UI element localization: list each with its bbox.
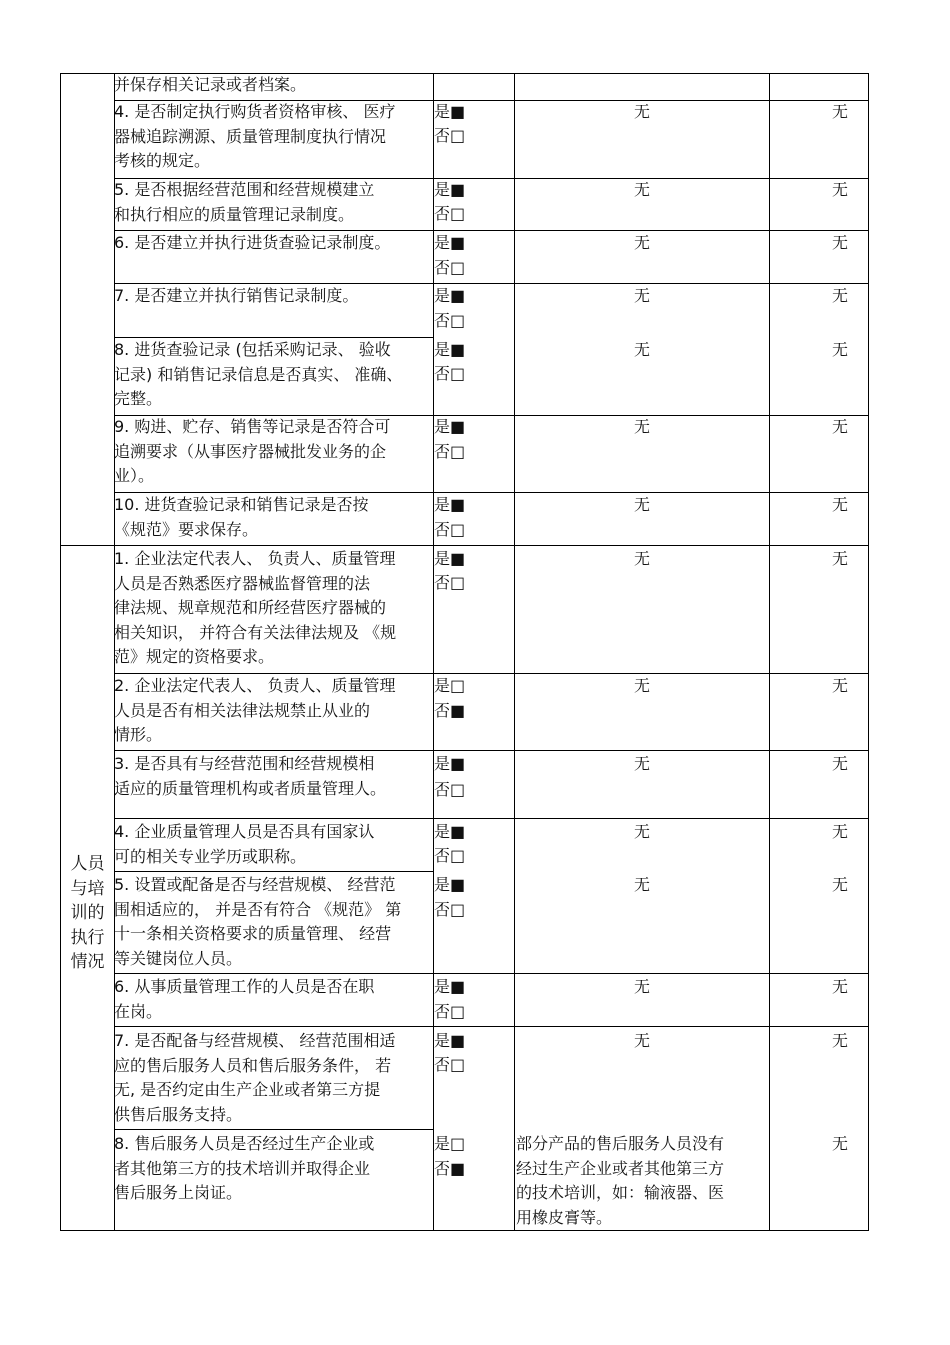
result-cell: 无 [832,875,849,894]
item-text: 7. 是否配备与经营规模、 经营范围相适 应的售后服务人员和售后服务条件， 若 无, 是否约定由生产企业或者第三方提 供售后服务支持。 [114,1031,396,1124]
yes-checkbox[interactable]: 是■ [434,233,466,252]
no-checkbox[interactable]: 否□ [434,846,466,865]
result-cell: 无 [832,754,849,773]
item-text: 1. 企业法定代表人、 负责人、质量管理 人员是否熟悉医疗器械监督管理的法 律法规、规章规范和所经营医疗器械的 相关知识， 并符合有关法律法规及 《规 范》规定的资格要求。 [114,549,397,666]
row-line [114,1026,869,1027]
result-cell: 无 [832,417,849,436]
note-cell: 无 [633,977,650,996]
item-text: 4. 企业质量管理人员是否具有国家认 可的相关专业学历或职称。 [114,822,375,866]
item-text: 7. 是否建立并执行销售记录制度。 [114,286,359,305]
no-checkbox[interactable]: 否□ [434,258,466,277]
item-text: 并保存相关记录或者档案。 [114,75,307,94]
yes-checkbox[interactable]: 是■ [434,549,466,568]
row-line [114,973,869,974]
yes-checkbox[interactable]: 是■ [434,102,466,121]
yes-checkbox[interactable]: 是□ [434,1134,466,1153]
note-cell: 部分产品的售后服务人员没有 经过生产企业或者其他第三方 的技术培训，如：输液器、医 用橡皮膏等。 [516,1134,725,1227]
yes-checkbox[interactable]: 是■ [434,495,466,514]
row-line [114,871,434,872]
col-divider-4 [769,73,770,1231]
item-text: 5. 设置或配备是否与经营规模、 经营范 围相适应的， 并是否有符合 《规范》 第 十一条相关资格要求的质量管理、 经营 等关键岗位人员。 [114,875,402,968]
item-text: 9. 购进、贮存、销售等记录是否符合可 追溯要求（从事医疗器械批发业务的企 业）。 [114,417,391,485]
result-cell: 无 [832,286,849,305]
no-checkbox[interactable]: 否□ [434,1002,466,1021]
yes-checkbox[interactable]: 是■ [434,822,466,841]
result-cell: 无 [832,1134,849,1153]
row-line [114,750,869,751]
no-checkbox[interactable]: 否□ [434,520,466,539]
no-checkbox[interactable]: 否□ [434,1055,466,1074]
no-checkbox[interactable]: 否□ [434,364,466,383]
item-text: 5. 是否根据经营范围和经营规模建立 和执行相应的质量管理记录制度。 [114,180,375,224]
row-line [114,1129,434,1130]
note-cell: 无 [633,875,650,894]
yes-checkbox[interactable]: 是■ [434,180,466,199]
yes-checkbox[interactable]: 是■ [434,417,466,436]
table-border-bottom [60,1230,869,1231]
no-checkbox[interactable]: 否■ [434,1159,466,1178]
item-text: 4. 是否制定执行购货者资格审核、 医疗 器械追踪溯源、质量管理制度执行情况 考核的规定。 [114,102,396,170]
table-border-right [868,73,869,1231]
no-checkbox[interactable]: 否□ [434,126,466,145]
row-line [114,818,869,819]
item-text: 3. 是否具有与经营范围和经营规模相 适应的质量管理机构或者质量管理人。 [114,754,387,798]
item-text: 6. 从事质量管理工作的人员是否在职 在岗。 [114,977,375,1021]
result-cell: 无 [832,549,849,568]
result-cell: 无 [832,233,849,252]
result-cell: 无 [832,495,849,514]
note-cell: 无 [633,102,650,121]
note-cell: 无 [633,340,650,359]
yes-checkbox[interactable]: 是□ [434,676,466,695]
no-checkbox[interactable]: 否□ [434,573,466,592]
yes-checkbox[interactable]: 是■ [434,340,466,359]
table-border-left [60,73,61,1231]
note-cell: 无 [633,233,650,252]
result-cell: 无 [832,1031,849,1050]
yes-checkbox[interactable]: 是■ [434,286,466,305]
section-line [60,545,869,546]
note-cell: 无 [633,417,650,436]
yes-checkbox[interactable]: 是■ [434,977,466,996]
no-checkbox[interactable]: 否■ [434,701,466,720]
note-cell: 无 [633,286,650,305]
no-checkbox[interactable]: 否□ [434,204,466,223]
yes-checkbox[interactable]: 是■ [434,754,466,773]
no-checkbox[interactable]: 否□ [434,311,466,330]
item-text: 8. 售后服务人员是否经过生产企业或 者其他第三方的技术培训并取得企业 售后服务上岗证。 [114,1134,375,1202]
item-text: 10. 进货查验记录和销售记录是否按 《规范》要求保存。 [114,495,369,539]
yes-checkbox[interactable]: 是■ [434,875,466,894]
result-cell: 无 [832,676,849,695]
note-cell: 无 [633,822,650,841]
no-checkbox[interactable]: 否□ [434,780,466,799]
no-checkbox[interactable]: 否□ [434,442,466,461]
result-cell: 无 [832,822,849,841]
note-cell: 无 [633,754,650,773]
item-text: 6. 是否建立并执行进货查验记录制度。 [114,233,391,252]
result-cell: 无 [832,180,849,199]
note-cell: 无 [633,180,650,199]
item-text: 8. 进货查验记录 (包括采购记录、 验收 记录) 和销售记录信息是否真实、 准确、 完整。 [114,340,403,408]
yes-checkbox[interactable]: 是■ [434,1031,466,1050]
category-label: 人员 与培 训的 执行 情况 [70,854,105,972]
result-cell: 无 [832,340,849,359]
result-cell: 无 [832,102,849,121]
note-cell: 无 [633,1031,650,1050]
note-cell: 无 [633,495,650,514]
note-cell: 无 [633,549,650,568]
note-cell: 无 [633,676,650,695]
no-checkbox[interactable]: 否□ [434,900,466,919]
result-cell: 无 [832,977,849,996]
item-text: 2. 企业法定代表人、 负责人、质量管理 人员是否有相关法律法规禁止从业的 情形。 [114,676,396,744]
